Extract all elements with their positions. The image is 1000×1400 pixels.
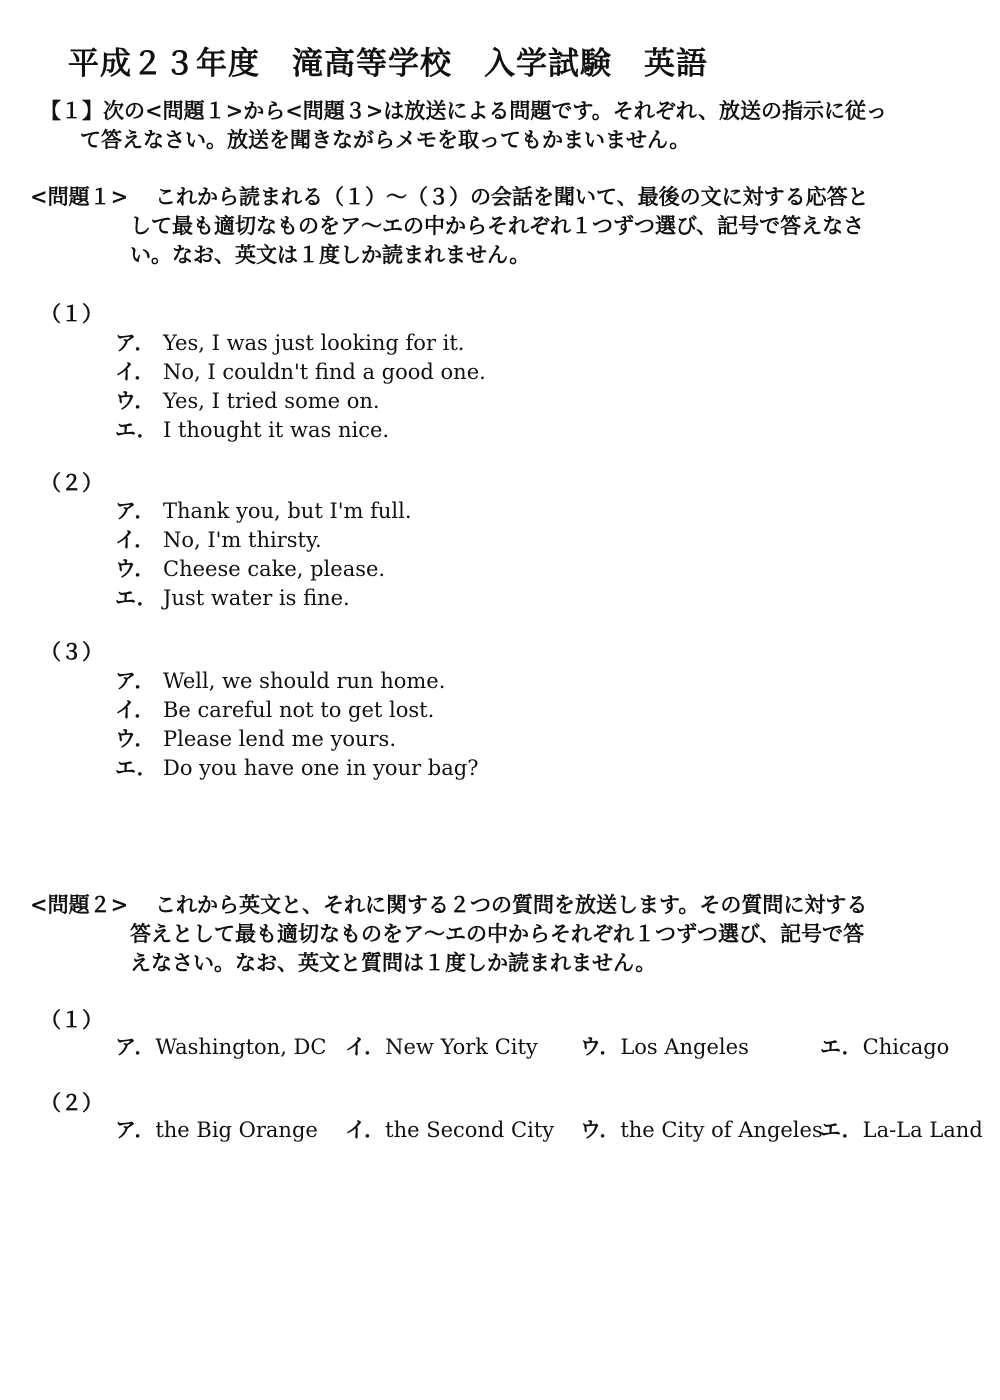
option-key: イ．	[345, 1034, 386, 1059]
p2-q1-option-c[interactable]	[580, 1031, 749, 1061]
option-text: Well, we should run home.	[163, 669, 446, 693]
option-text: Do you have one in your bag?	[163, 756, 479, 780]
p2-q1-option-a[interactable]	[115, 1031, 326, 1061]
option-key: ウ．	[115, 726, 156, 751]
p2-q2-number: （２）	[40, 1090, 103, 1115]
option-text: Be careful not to get lost.	[163, 698, 435, 722]
option-text: Cheese cake, please.	[163, 557, 386, 581]
option-text: Thank you, but I'm full.	[163, 499, 412, 523]
page-title: 平成２３年度 滝高等学校 入学試験 英語	[68, 46, 708, 82]
problem2-instruction-line2: 答えとして最も適切なものをア～エの中からそれぞれ１つずつ選び、記号で答	[130, 921, 865, 946]
option-key: エ．	[115, 585, 158, 610]
p1-q3-option-d[interactable]	[115, 752, 478, 782]
option-text: No, I couldn't find a good one.	[163, 360, 486, 384]
problem2-instruction-line1: これから英文と、それに関する２つの質問を放送します。その質問に対する	[155, 892, 868, 917]
p1-q2-number: （２）	[40, 470, 103, 495]
p1-q1-option-a[interactable]	[115, 327, 465, 357]
p2-q2-option-a[interactable]	[115, 1114, 318, 1144]
option-text: New York City	[385, 1035, 538, 1059]
p1-q1-option-c[interactable]	[115, 385, 380, 415]
option-text: I thought it was nice.	[163, 418, 390, 442]
option-text: the City of Angeles	[620, 1118, 823, 1142]
option-key: ア．	[115, 1117, 156, 1142]
section1-instruction-line1: 【１】次の<問題１>から<問題３>は放送による問題です。それぞれ、放送の指示に従っ	[40, 98, 887, 123]
p2-q2-options	[0, 1114, 1000, 1144]
option-text: Yes, I tried some on.	[163, 389, 380, 413]
option-key: ア．	[115, 668, 156, 693]
option-key: イ．	[115, 527, 156, 552]
option-key: ア．	[115, 1034, 156, 1059]
option-key: エ．	[820, 1117, 863, 1142]
p2-q2-option-c[interactable]	[580, 1114, 823, 1144]
p2-q2-option-d[interactable]	[820, 1114, 983, 1144]
p1-q1-number: （１）	[40, 301, 103, 326]
option-text: the Big Orange	[155, 1118, 318, 1142]
option-key: ウ．	[580, 1117, 621, 1142]
p1-q2-option-c[interactable]	[115, 553, 385, 583]
option-key: ウ．	[115, 388, 156, 413]
problem1-instruction-line2: して最も適切なものをア～エの中からそれぞれ１つずつ選び、記号で答えなさ	[130, 213, 865, 238]
problem2-label: <問題２>	[30, 892, 129, 917]
option-key: イ．	[115, 359, 156, 384]
p1-q2-option-a[interactable]	[115, 495, 412, 525]
p1-q1-option-b[interactable]	[115, 356, 486, 386]
option-key: イ．	[345, 1117, 386, 1142]
p2-q2-option-b[interactable]	[345, 1114, 554, 1144]
section1-instruction-line2: て答えなさい。放送を聞きながらメモを取ってもかまいません。	[80, 127, 691, 152]
p1-q2-option-d[interactable]	[115, 582, 350, 612]
p2-q1-number: （１）	[40, 1007, 103, 1032]
p1-q1-option-d[interactable]	[115, 414, 389, 444]
option-key: イ．	[115, 697, 156, 722]
option-text: Yes, I was just looking for it.	[163, 331, 465, 355]
option-key: ア．	[115, 498, 156, 523]
p1-q3-option-a[interactable]	[115, 665, 445, 695]
p1-q3-number: （３）	[40, 639, 103, 664]
option-text: Chicago	[862, 1035, 950, 1059]
p1-q3-option-b[interactable]	[115, 694, 434, 724]
problem2-instruction-line3: えなさい。なお、英文と質問は１度しか読まれません。	[130, 950, 657, 975]
option-key: エ．	[115, 417, 158, 442]
p1-q2-option-b[interactable]	[115, 524, 322, 554]
option-key: エ．	[115, 755, 158, 780]
option-text: Washington, DC	[155, 1035, 327, 1059]
option-text: Los Angeles	[620, 1035, 749, 1059]
option-key: ウ．	[115, 556, 156, 581]
option-key: エ．	[820, 1034, 863, 1059]
problem1-label: <問題１>	[30, 184, 129, 209]
option-text: No, I'm thirsty.	[163, 528, 322, 552]
problem1-instruction-line3: い。なお、英文は１度しか読まれません。	[130, 242, 531, 267]
p2-q1-options	[0, 1031, 1000, 1061]
option-text: the Second City	[385, 1118, 555, 1142]
p2-q1-option-b[interactable]	[345, 1031, 538, 1061]
option-text: Please lend me yours.	[163, 727, 396, 751]
option-key: ア．	[115, 330, 156, 355]
p1-q3-option-c[interactable]	[115, 723, 396, 753]
option-text: Just water is fine.	[163, 586, 350, 610]
problem1-instruction-line1: これから読まれる（１）～（３）の会話を聞いて、最後の文に対する応答と	[155, 184, 869, 209]
p2-q1-option-d[interactable]	[820, 1031, 949, 1061]
option-text: La-La Land	[862, 1118, 983, 1142]
option-key: ウ．	[580, 1034, 621, 1059]
